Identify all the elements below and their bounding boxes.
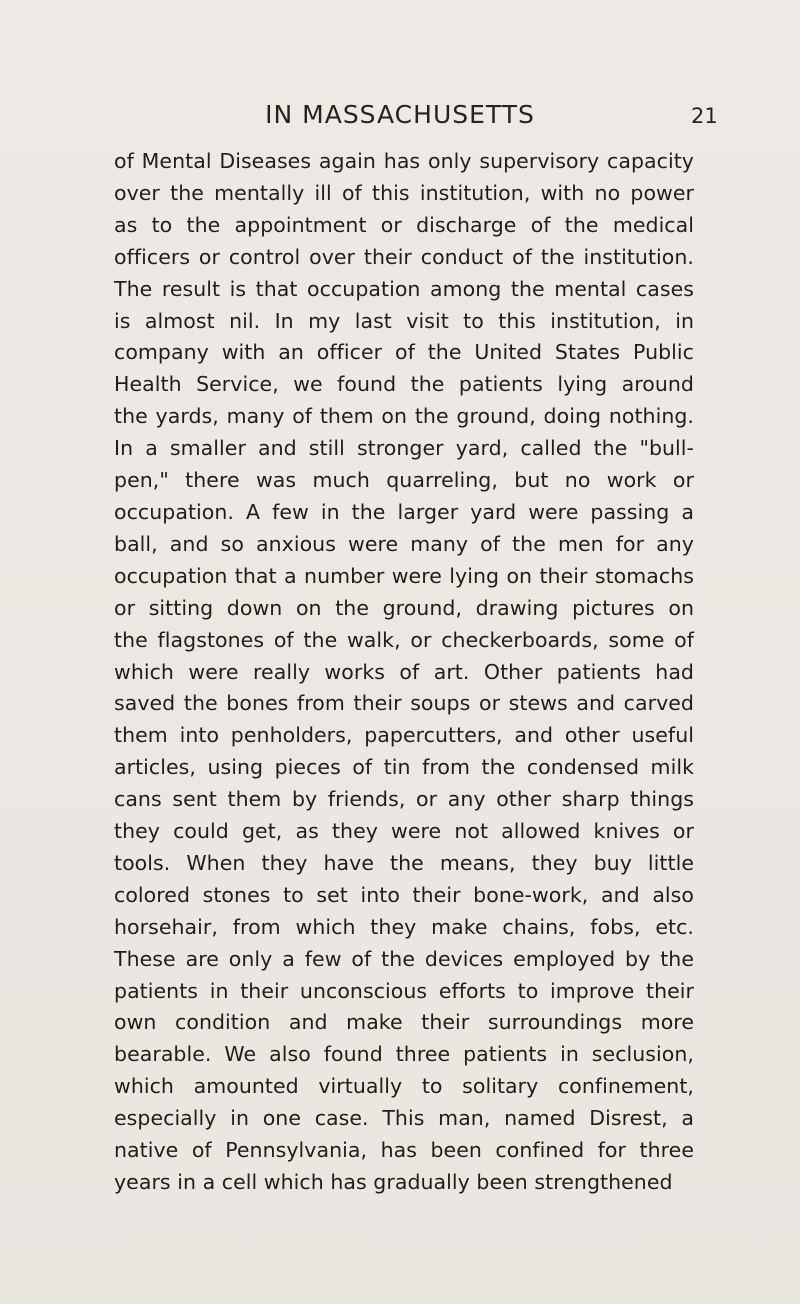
text-line: patients in their unconscious efforts to improve their [114, 978, 694, 1003]
text-line: officers or control over their conduct of the institution. [114, 244, 694, 269]
text-line: These are only a few of the devices employed by the [114, 946, 694, 971]
text-line: bearable. We also found three patients in seclusion, [114, 1042, 694, 1067]
text-line: cans sent them by friends, or any other sharp things [114, 787, 694, 812]
text-line: the yards, many of them on the ground, doing nothing. [114, 404, 694, 429]
text-line: as to the appointment or discharge of the medical [114, 212, 694, 237]
text-line: colored stones to set into their bone-work, and also [114, 882, 694, 907]
text-line: them into penholders, papercutters, and other useful [114, 723, 694, 748]
text-line: The result is that occupation among the mental cases [114, 276, 694, 301]
text-line: own condition and make their surroundings more [114, 1010, 694, 1035]
text-line: is almost nil. In my last visit to this institution, in [114, 308, 694, 333]
text-line: especially in one case. This man, named Disrest, a [114, 1106, 694, 1131]
text-line: horsehair, from which they make chains, fobs, etc. [114, 914, 694, 939]
text-line: tools. When they have the means, they buy little [114, 850, 694, 875]
text-line: native of Pennsylvania, has been confined for three [114, 1138, 694, 1163]
text-line: saved the bones from their soups or stews and carved [114, 691, 694, 716]
text-line: the flagstones of the walk, or checkerboards, some of [114, 627, 694, 652]
body-text [114, 146, 694, 1199]
text-line: which were really works of art. Other patients had [114, 659, 694, 684]
text-line: Health Service, we found the patients lying around [114, 372, 694, 397]
running-head [0, 100, 800, 136]
text-line: of Mental Diseases again has only supervisory capacity [114, 149, 694, 173]
text-line: articles, using pieces of tin from the condensed milk [114, 755, 694, 780]
running-title: IN MASSACHUSETTS [265, 100, 535, 129]
text-line: or sitting down on the ground, drawing pictures on [114, 595, 694, 620]
text-line: company with an officer of the United States Public [114, 340, 694, 365]
text-line: they could get, as they were not allowed knives or [114, 819, 694, 844]
text-line: years in a cell which has gradually been strengthened [114, 1170, 673, 1194]
text-line: In a smaller and still stronger yard, called the "bull- [114, 436, 694, 461]
text-line: ball, and so anxious were many of the men for any [114, 531, 694, 556]
page-number: 21 [691, 104, 718, 128]
text-line: over the mentally ill of this institution, with no power [114, 180, 694, 205]
text-line: occupation. A few in the larger yard were passing a [114, 499, 694, 524]
text-line: occupation that a number were lying on their stomachs [114, 563, 694, 588]
text-line: pen," there was much quarreling, but no work or [114, 468, 694, 493]
text-line: which amounted virtually to solitary confinement, [114, 1074, 694, 1099]
